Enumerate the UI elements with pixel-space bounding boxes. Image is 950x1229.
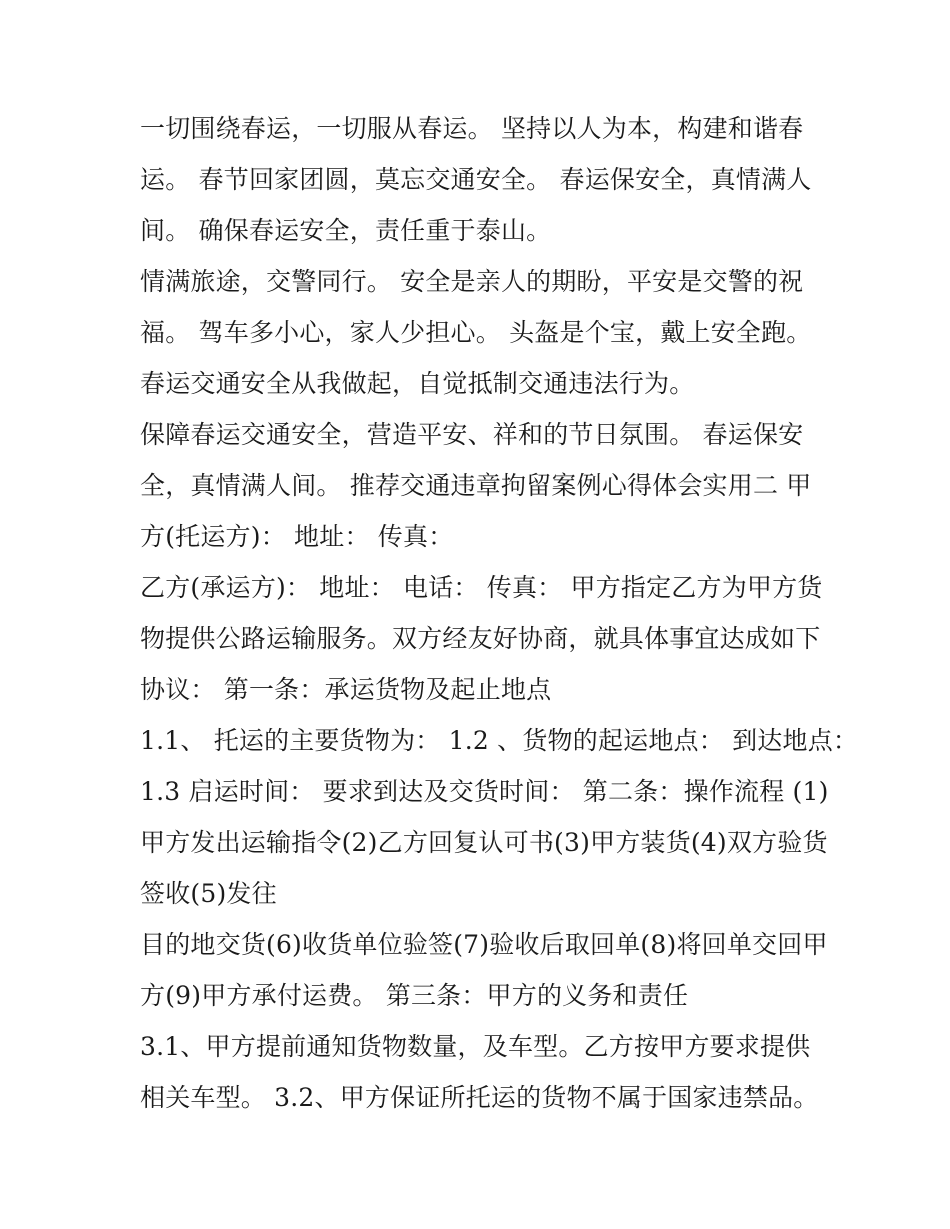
text-line: 全，真情满人间。 推荐交通违章拘留案例心得体会实用二 甲 [140, 471, 812, 500]
text-line: 间。 确保春运安全，责任重于泰山。 [140, 216, 552, 245]
text-line: 乙方(承运方)： 地址： 电话： 传真： 甲方指定乙方为甲方货 [140, 573, 823, 602]
text-line: 1.1、 托运的主要货物为： 1.2 、货物的起运地点： 到达地点： [140, 726, 859, 755]
text-line: 物提供公路运输服务。双方经友好协商，就具体事宜达成如下 [140, 624, 821, 653]
text-line: 一切围绕春运，一切服从春运。 坚持以人为本，构建和谐春 [140, 114, 804, 143]
text-line: 1.3 启运时间： 要求到达及交货时间： 第二条：操作流程 (1) [140, 777, 829, 806]
text-line: 情满旅途，交警同行。 安全是亲人的期盼，平安是交警的祝 [140, 267, 804, 296]
text-line: 相关车型。 3.2、甲方保证所托运的货物不属于国家违禁品。 [140, 1083, 819, 1112]
text-line: 方(托运方)： 地址： 传真： [140, 522, 454, 551]
document-body [140, 103, 859, 1123]
text-line: 方(9)甲方承付运费。 第三条：甲方的义务和责任 [140, 981, 689, 1010]
text-line: 甲方发出运输指令(2)乙方回复认可书(3)甲方装货(4)双方验货 [140, 828, 828, 857]
text-line: 3.1、甲方提前通知货物数量，及车型。乙方按甲方要求提供 [140, 1032, 811, 1061]
text-line: 目的地交货(6)收货单位验签(7)验收后取回单(8)将回单交回甲 [140, 930, 828, 959]
text-line: 保障春运交通安全，营造平安、祥和的节日氛围。 春运保安 [140, 420, 804, 449]
text-line: 协议： 第一条：承运货物及起止地点 [140, 675, 552, 704]
text-line: 福。 驾车多小心，家人少担心。 头盔是个宝，戴上安全跑。 [140, 318, 812, 347]
text-line: 春运交通安全从我做起，自觉抵制交通违法行为。 [140, 369, 695, 398]
text-line: 运。 春节回家团圆，莫忘交通安全。 春运保安全，真情满人 [140, 165, 812, 194]
text-line: 签收(5)发往 [140, 879, 277, 908]
